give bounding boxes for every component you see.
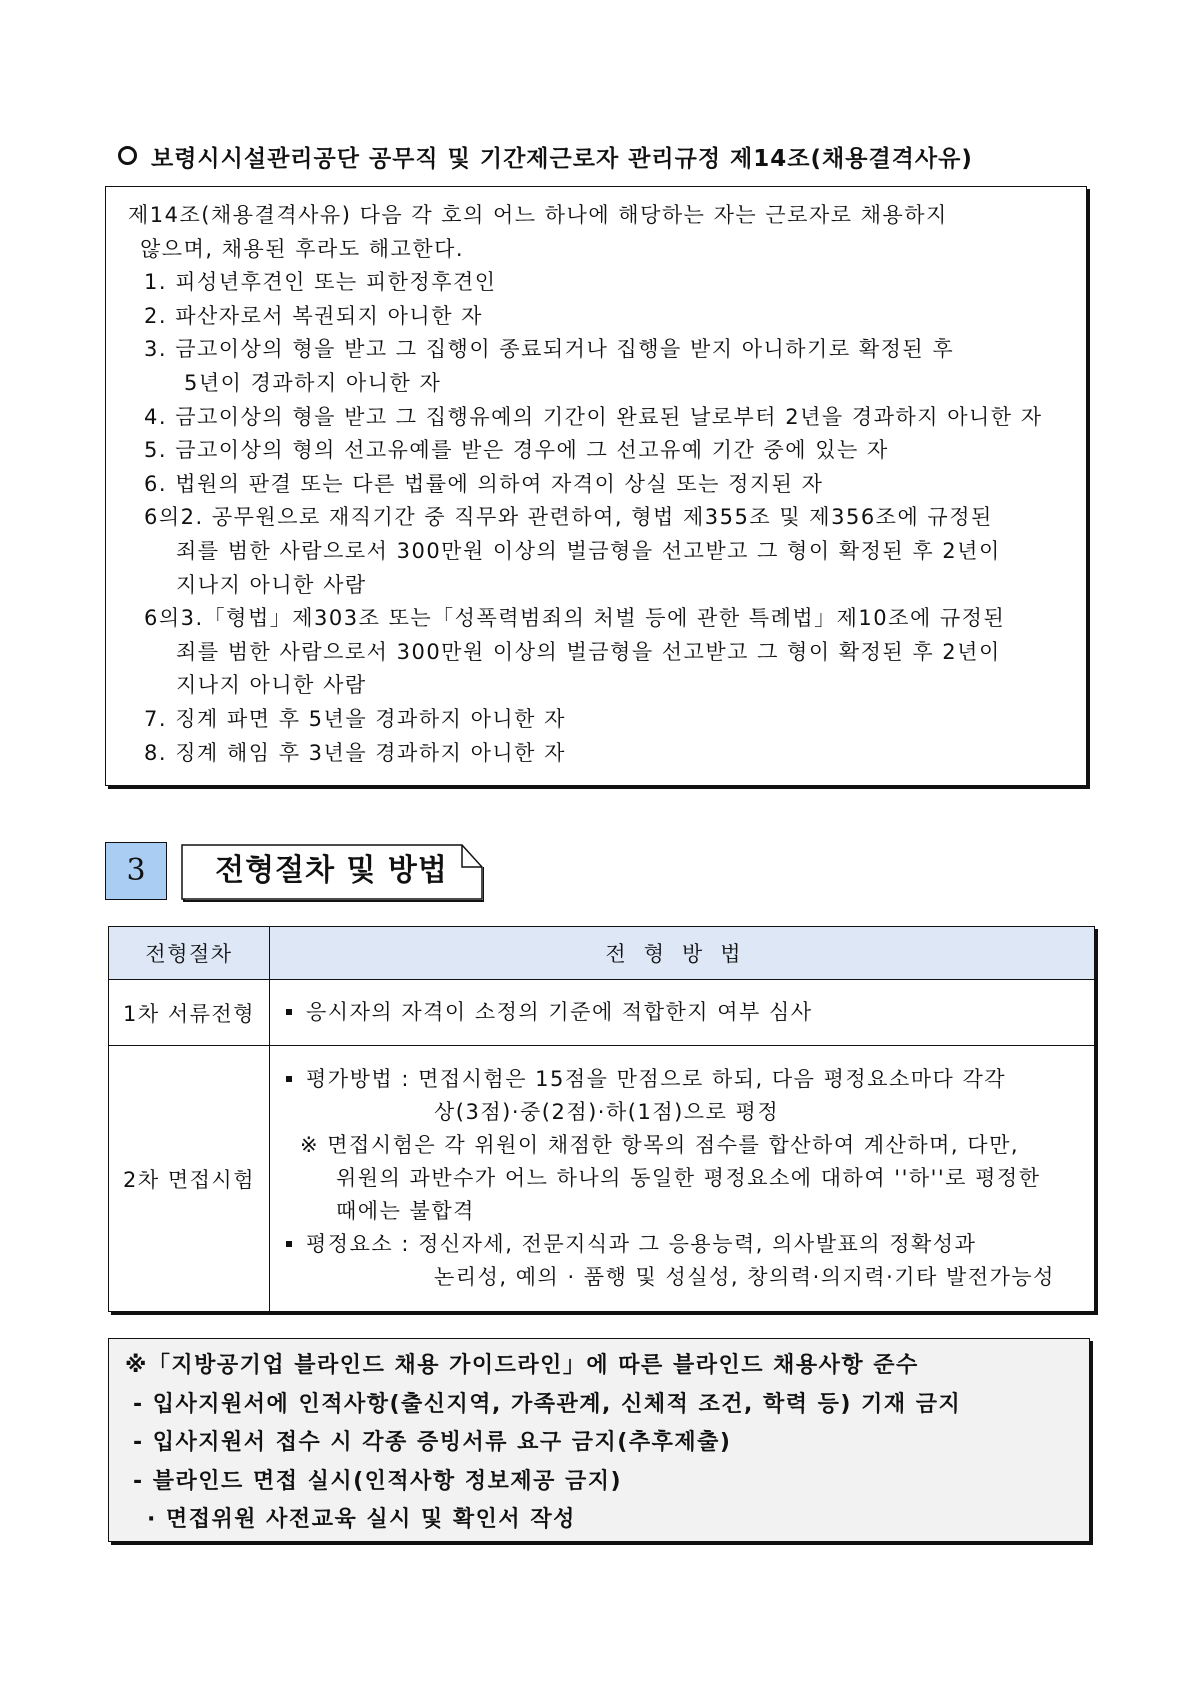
circle-bullet-icon (118, 146, 137, 165)
method-note-cont: 위원의 과반수가 어느 하나의 동일한 평정요소에 대하여 ''하''로 평정한 (336, 1166, 1041, 1190)
article-item: 6의3.「형법」제303조 또는「성폭력범죄의 처벌 등에 관한 특례법」제10조에 규정된 (144, 606, 1006, 631)
method-text: 평정요소 : 정신자세, 전문지식과 그 응용능력, 의사발표의 정확성과 (306, 1232, 977, 1256)
column-header-stage: 전형절차 (109, 927, 270, 980)
square-bullet-icon (286, 1009, 292, 1015)
method-text-cont: 상(3점)·중(2점)·하(1점)으로 평정 (434, 1100, 780, 1124)
method-text-cont: 논리성, 예의 · 품행 및 성실성, 창의력·의지력·기타 발전가능성 (434, 1265, 1055, 1289)
square-bullet-icon (286, 1076, 292, 1082)
notice-item: - 입사지원서 접수 시 각종 증빙서류 요구 금지(추후제출) (133, 1430, 732, 1455)
method-text: 평가방법 : 면접시험은 15점을 만점으로 하되, 다음 평정요소마다 각각 (306, 1067, 1007, 1091)
article-item: 2. 파산자로서 복권되지 아니한 자 (144, 303, 483, 328)
table-row (109, 1046, 1095, 1312)
article-item: 5. 금고이상의 형의 선고유예를 받은 경우에 그 선고유예 기간 중에 있는 자 (144, 438, 889, 463)
article-item: 1. 피성년후견인 또는 피한정후견인 (144, 270, 497, 295)
article-intro-cont: 않으며, 채용된 후라도 해고한다. (140, 236, 465, 261)
article-item-cont: 지나지 아니한 사람 (176, 572, 367, 597)
method-cell (270, 980, 1095, 1046)
column-header-method: 전형방법 (270, 927, 1095, 980)
article-item: 8. 징계 해임 후 3년을 경과하지 아니한 자 (144, 740, 566, 765)
notice-subitem: · 면접위원 사전교육 실시 및 확인서 작성 (147, 1507, 576, 1532)
article-item: 3. 금고이상의 형을 받고 그 집행이 종료되거나 집행을 받지 아니하기로 확정된 후 (144, 337, 955, 362)
table-header-row (109, 927, 1095, 980)
section-title-box (179, 842, 484, 900)
stage-cell: 1차 서류전형 (109, 980, 270, 1046)
regulation-heading (118, 140, 1078, 173)
method-text: 응시자의 자격이 소정의 기준에 적합한지 여부 심사 (306, 1000, 813, 1024)
article-item: 6의2. 공무원으로 재직기간 중 직무와 관련하여, 형법 제355조 및 제356조에 규정된 (144, 505, 993, 530)
method-note: ※ 면접시험은 각 위원이 채점한 항목의 점수를 합산하여 계산하며, 다만, (300, 1133, 1020, 1157)
article-item: 7. 징계 파면 후 5년을 경과하지 아니한 자 (144, 706, 566, 731)
section-number: 3 (105, 842, 167, 900)
method-note-cont: 때에는 불합격 (336, 1199, 475, 1223)
notice-item: - 블라인드 면접 실시(인적사항 정보제공 금지) (133, 1468, 623, 1494)
article-box (105, 186, 1087, 786)
article-item-cont: 지나지 아니한 사람 (176, 673, 367, 698)
notice-title: ※「지방공기업 블라인드 채용 가이드라인」에 따른 블라인드 채용사항 준수 (125, 1353, 919, 1378)
article-item-cont: 죄를 범한 사람으로서 300만원 이상의 벌금형을 선고받고 그 형이 확정된 후 2년이 (176, 639, 1001, 664)
notice-item: - 입사지원서에 인적사항(출신지역, 가족관계, 신체적 조건, 학력 등) 기재 금지 (133, 1391, 962, 1417)
article-item-cont: 죄를 범한 사람으로서 300만원 이상의 벌금형을 선고받고 그 형이 확정된 후 2년이 (176, 538, 1001, 563)
regulation-heading-text: 보령시시설관리공단 공무직 및 기간제근로자 관리규정 제14조(채용결격사유) (151, 146, 973, 172)
square-bullet-icon (286, 1241, 292, 1247)
section-title: 전형절차 및 방법 (215, 853, 448, 888)
article-item: 4. 금고이상의 형을 받고 그 집행유예의 기간이 완료된 날로부터 2년을 경과하지 아니한 자 (144, 404, 1043, 429)
article-item: 6. 법원의 판결 또는 다른 법률에 의하여 자격이 상실 또는 정지된 자 (144, 471, 824, 496)
stage-cell: 2차 면접시험 (109, 1046, 270, 1312)
table-row (109, 980, 1095, 1046)
method-cell (270, 1046, 1095, 1312)
article-intro: 제14조(채용결격사유) 다음 각 호의 어느 하나에 해당하는 자는 근로자로 채용하지 (128, 203, 948, 227)
blind-hiring-notice (108, 1338, 1090, 1542)
selection-table (108, 926, 1095, 1312)
article-item-cont: 5년이 경과하지 아니한 자 (184, 370, 442, 395)
